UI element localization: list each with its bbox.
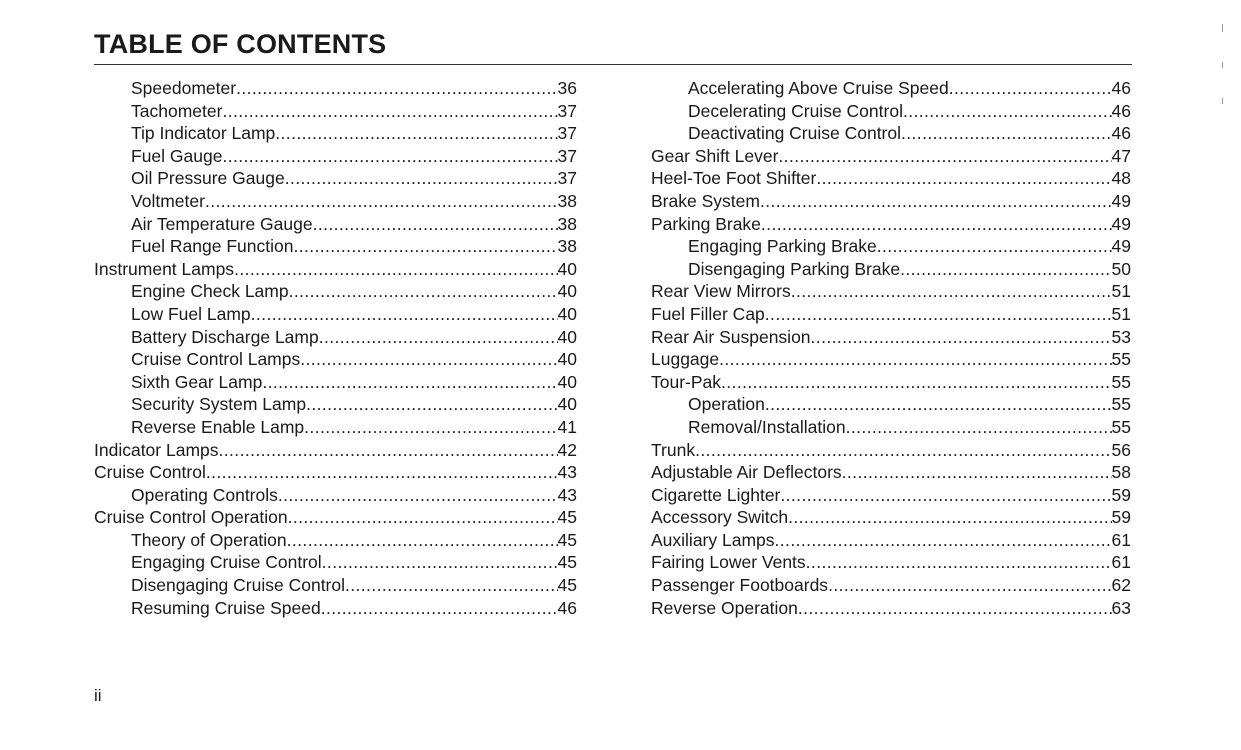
toc-entry-page: 40: [557, 258, 577, 279]
toc-entry: [94, 551, 577, 574]
toc-entry: [94, 167, 577, 190]
toc-entry: [651, 574, 1131, 597]
dot-leader: [345, 574, 558, 597]
toc-entry-page: 40: [557, 349, 577, 370]
dot-leader: [293, 235, 557, 258]
toc-entry: [94, 371, 577, 394]
toc-entry: [651, 167, 1131, 190]
toc-entry-page: 41: [557, 416, 577, 437]
dot-leader: [322, 551, 558, 574]
toc-entry-title: Parking Brake: [651, 213, 761, 234]
page-number: ii: [94, 686, 102, 705]
toc-entry: [651, 77, 1131, 100]
toc-entry: [94, 529, 577, 552]
toc-entry-title: Fuel Range Function: [131, 236, 294, 257]
toc-entry: [94, 348, 577, 371]
toc-left-column: [94, 77, 577, 619]
toc-entry: [651, 461, 1131, 484]
toc-entry-title: Voltmeter: [131, 190, 205, 211]
dot-leader: [304, 416, 557, 439]
toc-entry-page: 45: [557, 575, 577, 596]
toc-entry-page: 37: [557, 123, 577, 144]
dot-leader: [791, 280, 1112, 303]
toc-entry-title: Auxiliary Lamps: [651, 529, 775, 550]
toc-entry-page: 47: [1111, 145, 1131, 166]
toc-entry: [94, 100, 577, 123]
toc-entry-page: 37: [557, 100, 577, 121]
toc-entry: [651, 416, 1131, 439]
toc-entry-page: 53: [1111, 326, 1131, 347]
toc-entry: [94, 506, 577, 529]
toc-entry-page: 38: [557, 213, 577, 234]
toc-entry-page: 46: [1111, 123, 1131, 144]
toc-entry-title: Instrument Lamps: [94, 258, 235, 279]
toc-entry-title: Disengaging Parking Brake: [688, 258, 901, 279]
toc-entry-page: 38: [557, 190, 577, 211]
toc-entry: [94, 303, 577, 326]
toc-entry-page: 62: [1111, 575, 1131, 596]
toc-entry-title: Rear Air Suspension: [651, 326, 811, 347]
scan-edge-mark: [1222, 24, 1223, 32]
toc-entry-title: Rear View Mirrors: [651, 281, 791, 302]
dot-leader: [251, 303, 558, 326]
toc-entry-page: 48: [1111, 168, 1131, 189]
toc-entry-page: 59: [1111, 484, 1131, 505]
toc-entry-title: Operating Controls: [131, 484, 278, 505]
toc-entry: [94, 190, 577, 213]
dot-leader: [278, 484, 558, 507]
dot-leader: [842, 461, 1112, 484]
toc-entry-title: Passenger Footboards: [651, 575, 829, 596]
dot-leader: [222, 145, 557, 168]
toc-entry-page: 43: [557, 484, 577, 505]
toc-entry-title: Cruise Control: [94, 462, 206, 483]
dot-leader: [788, 506, 1111, 529]
toc-entry: [94, 145, 577, 168]
toc-entry-page: 45: [557, 552, 577, 573]
toc-entry-title: Fuel Filler Cap: [651, 303, 765, 324]
scan-edge-mark: [1222, 62, 1223, 68]
title-rule: [94, 64, 1132, 65]
dot-leader: [287, 529, 558, 552]
toc-entry-page: 37: [557, 145, 577, 166]
toc-entry-title: Gear Shift Lever: [651, 145, 779, 166]
toc-entry-title: Cruise Control Lamps: [131, 349, 301, 370]
toc-entry: [94, 461, 577, 484]
toc-entry-title: Indicator Lamps: [94, 439, 219, 460]
dot-leader: [306, 393, 557, 416]
dot-leader: [900, 258, 1111, 281]
toc-entry: [651, 597, 1131, 620]
toc-entry: [651, 393, 1131, 416]
dot-leader: [903, 100, 1112, 123]
toc-entry-title: Security System Lamp: [131, 394, 307, 415]
dot-leader: [289, 280, 558, 303]
toc-entry-title: Resuming Cruise Speed: [131, 597, 321, 618]
dot-leader: [719, 348, 1111, 371]
toc-entry-title: Engaging Cruise Control: [131, 552, 322, 573]
toc-entry-page: 56: [1111, 439, 1131, 460]
toc-entry-page: 43: [557, 462, 577, 483]
toc-entry: [94, 122, 577, 145]
toc-entry-page: 61: [1111, 552, 1131, 573]
toc-entry-title: Fairing Lower Vents: [651, 552, 806, 573]
dot-leader: [877, 235, 1112, 258]
toc-entry-title: Tip Indicator Lamp: [131, 123, 276, 144]
toc-entry: [651, 145, 1131, 168]
toc-entry-title: Disengaging Cruise Control: [131, 575, 345, 596]
dot-leader: [205, 190, 558, 213]
toc-entry: [94, 326, 577, 349]
dot-leader: [219, 439, 558, 462]
toc-entry: [94, 484, 577, 507]
toc-entry: [651, 122, 1131, 145]
dot-leader: [949, 77, 1112, 100]
toc-entry-title: Reverse Enable Lamp: [131, 416, 305, 437]
dot-leader: [319, 326, 558, 349]
toc-entry-page: 55: [1111, 416, 1131, 437]
toc-entry-title: Decelerating Cruise Control: [688, 100, 903, 121]
toc-entry: [651, 484, 1131, 507]
toc-entry-page: 40: [557, 371, 577, 392]
toc-entry-title: Low Fuel Lamp: [131, 303, 251, 324]
dot-leader: [765, 303, 1112, 326]
dot-leader: [275, 122, 557, 145]
toc-entry: [651, 371, 1131, 394]
toc-entry: [651, 235, 1131, 258]
toc-entry-page: 51: [1111, 281, 1131, 302]
toc-entry-title: Adjustable Air Deflectors: [651, 462, 842, 483]
dot-leader: [780, 484, 1111, 507]
dot-leader: [806, 551, 1112, 574]
dot-leader: [234, 258, 557, 281]
dot-leader: [236, 77, 557, 100]
toc-entry-page: 49: [1111, 190, 1131, 211]
dot-leader: [765, 393, 1112, 416]
toc-entry: [94, 235, 577, 258]
toc-entry-title: Tachometer: [131, 100, 223, 121]
toc-entry: [94, 280, 577, 303]
dot-leader: [313, 213, 558, 236]
toc-entry-title: Accessory Switch: [651, 507, 789, 528]
dot-leader: [222, 100, 557, 123]
toc-entry-title: Cruise Control Operation: [94, 507, 288, 528]
toc-entry: [94, 393, 577, 416]
toc-entry-title: Cigarette Lighter: [651, 484, 781, 505]
dot-leader: [761, 213, 1112, 236]
toc-entry-title: Engaging Parking Brake: [688, 236, 877, 257]
toc-entry-page: 55: [1111, 394, 1131, 415]
toc-entry-page: 40: [557, 303, 577, 324]
toc-right-column: [651, 77, 1131, 619]
page-title: TABLE OF CONTENTS: [94, 29, 387, 59]
toc-entry: [94, 258, 577, 281]
toc-entry: [651, 551, 1131, 574]
toc-entry-title: Air Temperature Gauge: [131, 213, 313, 234]
toc-entry-page: 36: [557, 78, 577, 98]
toc-entry-page: 63: [1111, 597, 1131, 618]
dot-leader: [262, 371, 557, 394]
toc-entry-title: Trunk: [651, 439, 696, 460]
toc-entry-page: 38: [557, 236, 577, 257]
toc-entry-page: 49: [1111, 236, 1131, 257]
toc-entry-title: Tour-Pak: [651, 371, 722, 392]
dot-leader: [775, 529, 1112, 552]
dot-leader: [206, 461, 558, 484]
toc-entry-page: 37: [557, 168, 577, 189]
toc-entry-title: Removal/Installation: [688, 416, 846, 437]
toc-entry: [651, 100, 1131, 123]
toc-entry-page: 61: [1111, 529, 1131, 550]
toc-entry-page: 55: [1111, 371, 1131, 392]
dot-leader: [321, 597, 558, 620]
toc-entry-page: 40: [557, 281, 577, 302]
toc-entry: [651, 326, 1131, 349]
toc-entry-title: Speedometer: [131, 78, 237, 98]
toc-entry-page: 40: [557, 326, 577, 347]
toc-entry: [94, 597, 577, 620]
toc-entry: [651, 303, 1131, 326]
dot-leader: [828, 574, 1111, 597]
dot-leader: [811, 326, 1112, 349]
toc-entry: [651, 280, 1131, 303]
toc-entry: [94, 77, 577, 100]
toc-entry-page: 45: [557, 529, 577, 550]
toc-entry-title: Heel-Toe Foot Shifter: [651, 168, 817, 189]
toc-entry-page: 50: [1111, 258, 1131, 279]
toc-entry-page: 46: [1111, 78, 1131, 98]
toc-entry: [651, 348, 1131, 371]
toc-entry-title: Fuel Gauge: [131, 145, 223, 166]
toc-entry-page: 49: [1111, 213, 1131, 234]
toc-entry-title: Operation: [688, 394, 765, 415]
toc-entry-title: Luggage: [651, 349, 720, 370]
dot-leader: [846, 416, 1112, 439]
toc-entry-title: Brake System: [651, 190, 760, 211]
toc-entry-title: Reverse Operation: [651, 597, 798, 618]
toc-entry-title: Theory of Operation: [131, 529, 287, 550]
toc-entry-page: 42: [557, 439, 577, 460]
toc-entry-page: 55: [1111, 349, 1131, 370]
toc-entry-title: Battery Discharge Lamp: [131, 326, 319, 347]
scan-edge-mark: [1222, 98, 1223, 104]
toc-entry: [651, 258, 1131, 281]
dot-leader: [695, 439, 1111, 462]
dot-leader: [901, 122, 1112, 145]
toc-entry-page: 58: [1111, 462, 1131, 483]
toc-entry: [94, 574, 577, 597]
toc-entry-page: 40: [557, 394, 577, 415]
toc-entry: [651, 529, 1131, 552]
dot-leader: [798, 597, 1112, 620]
dot-leader: [778, 145, 1111, 168]
toc-entry-page: 45: [557, 507, 577, 528]
dot-leader: [288, 506, 558, 529]
dot-leader: [816, 167, 1111, 190]
toc-entry: [651, 439, 1131, 462]
toc-entry: [94, 213, 577, 236]
toc-entry: [651, 190, 1131, 213]
toc-entry: [94, 416, 577, 439]
dot-leader: [300, 348, 557, 371]
dot-leader: [285, 167, 558, 190]
toc-entry-title: Deactivating Cruise Control: [688, 123, 902, 144]
toc-entry: [651, 213, 1131, 236]
toc-entry-title: Engine Check Lamp: [131, 281, 289, 302]
toc-entry: [94, 439, 577, 462]
toc-entry-title: Oil Pressure Gauge: [131, 168, 285, 189]
toc-entry-page: 46: [557, 597, 577, 618]
dot-leader: [721, 371, 1112, 394]
toc-entry-title: Sixth Gear Lamp: [131, 371, 263, 392]
dot-leader: [760, 190, 1112, 213]
toc-entry-page: 59: [1111, 507, 1131, 528]
toc-entry-title: Accelerating Above Cruise Speed: [688, 78, 949, 98]
toc-entry-page: 46: [1111, 100, 1131, 121]
toc-entry-page: 51: [1111, 303, 1131, 324]
toc-entry: [651, 506, 1131, 529]
